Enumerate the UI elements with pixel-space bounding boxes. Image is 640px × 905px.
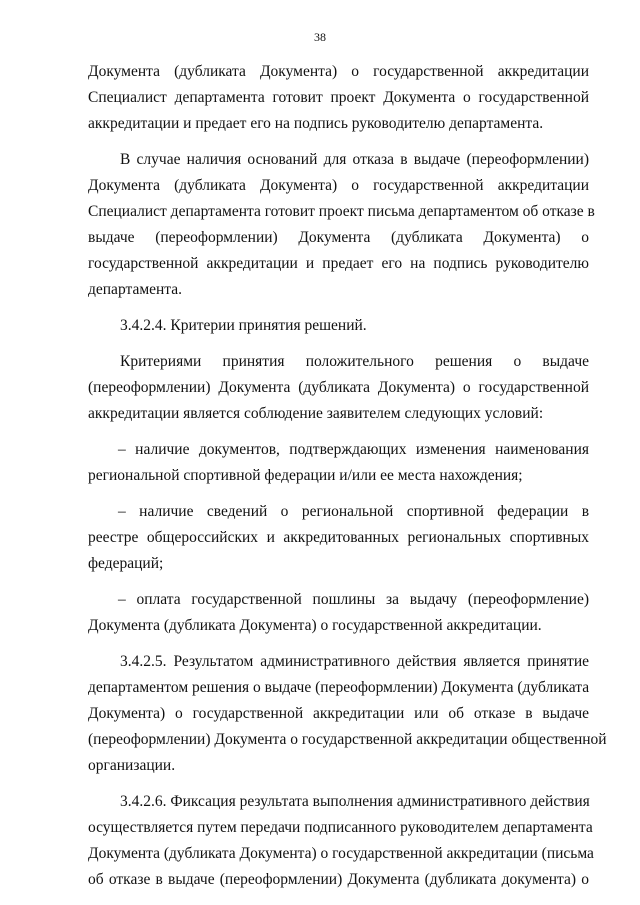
text-line: департаментом решения о выдаче (переоформлении) Документа (дубликата	[88, 679, 590, 696]
list-item	[88, 499, 589, 577]
text-line: Документа (дубликата Документа) о государственной аккредитации.	[88, 617, 542, 634]
text-line: Документа) о государственной аккредитации или об отказе в выдаче	[88, 705, 589, 722]
text-line: Документа (дубликата Документа) о государственной аккредитации	[88, 177, 589, 194]
text-line: об отказе в выдаче (переоформлении) Документа (дубликата документа) о	[88, 871, 589, 888]
text-line: Специалист департамента готовит проект Документа о государственной	[88, 89, 589, 106]
text-line: федераций;	[88, 555, 164, 572]
text-line: Документа (дубликата Документа) о государственной аккредитации	[88, 63, 589, 80]
text-line: департамента.	[88, 281, 183, 298]
text-line: выдаче (переоформлении) Документа (дубликата Документа) о	[88, 229, 589, 246]
text-line: аккредитации и предает его на подпись руководителю департамента.	[88, 115, 544, 132]
list-item-text: наличие документов, подтверждающих изменения наименования	[135, 441, 589, 458]
document-body	[88, 59, 607, 893]
text-line: Критериями принятия положительного решения о выдаче	[120, 353, 589, 370]
text-line: организации.	[88, 757, 176, 774]
text-line: (переоформлении) Документа о государственной аккредитации общественной	[88, 731, 607, 748]
text-line	[88, 437, 589, 463]
text-line: осуществляется путем передачи подписанного руководителем департамента	[88, 819, 593, 836]
text-line	[88, 499, 589, 525]
text-line: Специалист департамента готовит проект письма департаментом об отказе в	[88, 203, 595, 220]
text-line: В случае наличия оснований для отказа в выдаче (переоформлении)	[120, 151, 589, 168]
list-item	[88, 437, 589, 489]
text-line: аккредитации является соблюдение заявителем следующих условий:	[88, 405, 544, 422]
text-line: 3.4.2.4. Критерии принятия решений.	[120, 317, 367, 334]
section-3-4-2-5	[88, 649, 607, 779]
list-dash: –	[118, 591, 126, 608]
list-dash: –	[118, 441, 126, 458]
section-3-4-2-6	[88, 789, 594, 893]
list-item	[88, 587, 589, 639]
paragraph-criteria	[88, 349, 589, 427]
paragraph-continuation	[88, 59, 589, 137]
text-line: (переоформлении) Документа (дубликата Документа) о государственной	[88, 379, 589, 396]
paragraph-refusal	[88, 147, 595, 303]
list-dash: –	[118, 503, 126, 520]
list-item-text: наличие сведений о региональной спортивной федерации в	[139, 503, 590, 520]
list-item-text: оплата государственной пошлины за выдачу (переоформление)	[136, 591, 590, 608]
text-line: 3.4.2.5. Результатом административного действия является принятие	[120, 653, 589, 670]
text-line: региональной спортивной федерации и/или ее места нахождения;	[88, 467, 523, 484]
page-number: 38	[314, 30, 326, 44]
text-line	[88, 587, 589, 613]
text-line: государственной аккредитации и предает его на подпись руководителю	[88, 255, 589, 272]
text-line: 3.4.2.6. Фиксация результата выполнения административного действия	[120, 793, 590, 810]
section-heading-3-4-2-4	[88, 313, 589, 339]
text-line: реестре общероссийских и аккредитованных региональных спортивных	[88, 529, 589, 546]
text-line: Документа (дубликата Документа) о государственной аккредитации (письма	[88, 845, 594, 862]
